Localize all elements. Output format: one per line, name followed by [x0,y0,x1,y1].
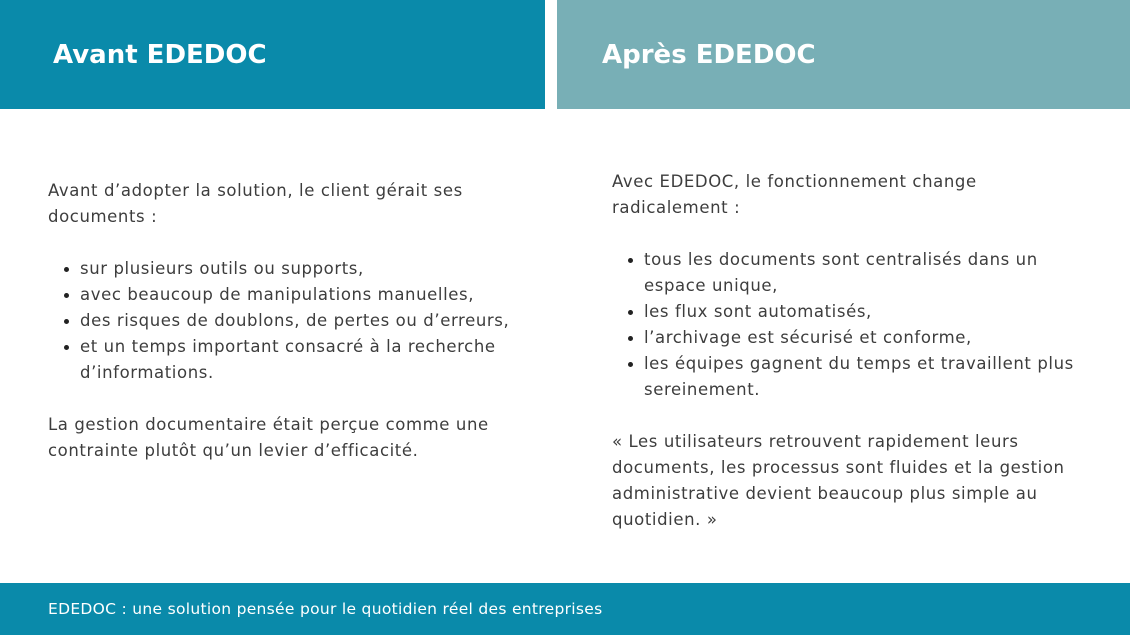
list-item: • des risques de doublons, de pertes ou d’erreurs, [80,308,528,334]
before-intro: Avant d’adopter la solution, le client gérait ses documents : [48,181,463,226]
after-title: Après EDEDOC [602,39,816,70]
before-column [48,178,528,464]
list-item: • les flux sont automatisés, [644,299,1082,325]
list-item: • et un temps important consacré à la recherche d’informations. [80,334,528,386]
list-item: • sur plusieurs outils ou supports, [80,256,528,282]
header-before [0,0,545,109]
list-item: • avec beaucoup de manipulations manuelles, [80,282,528,308]
after-intro: Avec EDEDOC, le fonctionnement change radicalement : [612,172,977,217]
footer-text: EDEDOC : une solution pensée pour le quotidien réel des entreprises [48,600,603,618]
before-list [48,256,528,386]
list-item: • tous les documents sont centralisés dans un espace unique, [644,247,1082,299]
list-item: • les équipes gagnent du temps et travaillent plus sereinement. [644,351,1082,403]
list-item: • l’archivage est sécurisé et conforme, [644,325,1082,351]
before-conclusion: La gestion documentaire était perçue comme une contrainte plutôt qu’un levier d’efficacité. [48,415,489,460]
after-list [612,247,1082,403]
before-title: Avant EDEDOC [53,39,267,70]
after-column [612,169,1082,533]
footer-bar [0,583,1130,635]
after-quote: « Les utilisateurs retrouvent rapidement leurs documents, les processus sont fluides et la gestion administrative devient beaucoup plus simple au quotidien. » [612,432,1065,529]
header-after [557,0,1130,109]
